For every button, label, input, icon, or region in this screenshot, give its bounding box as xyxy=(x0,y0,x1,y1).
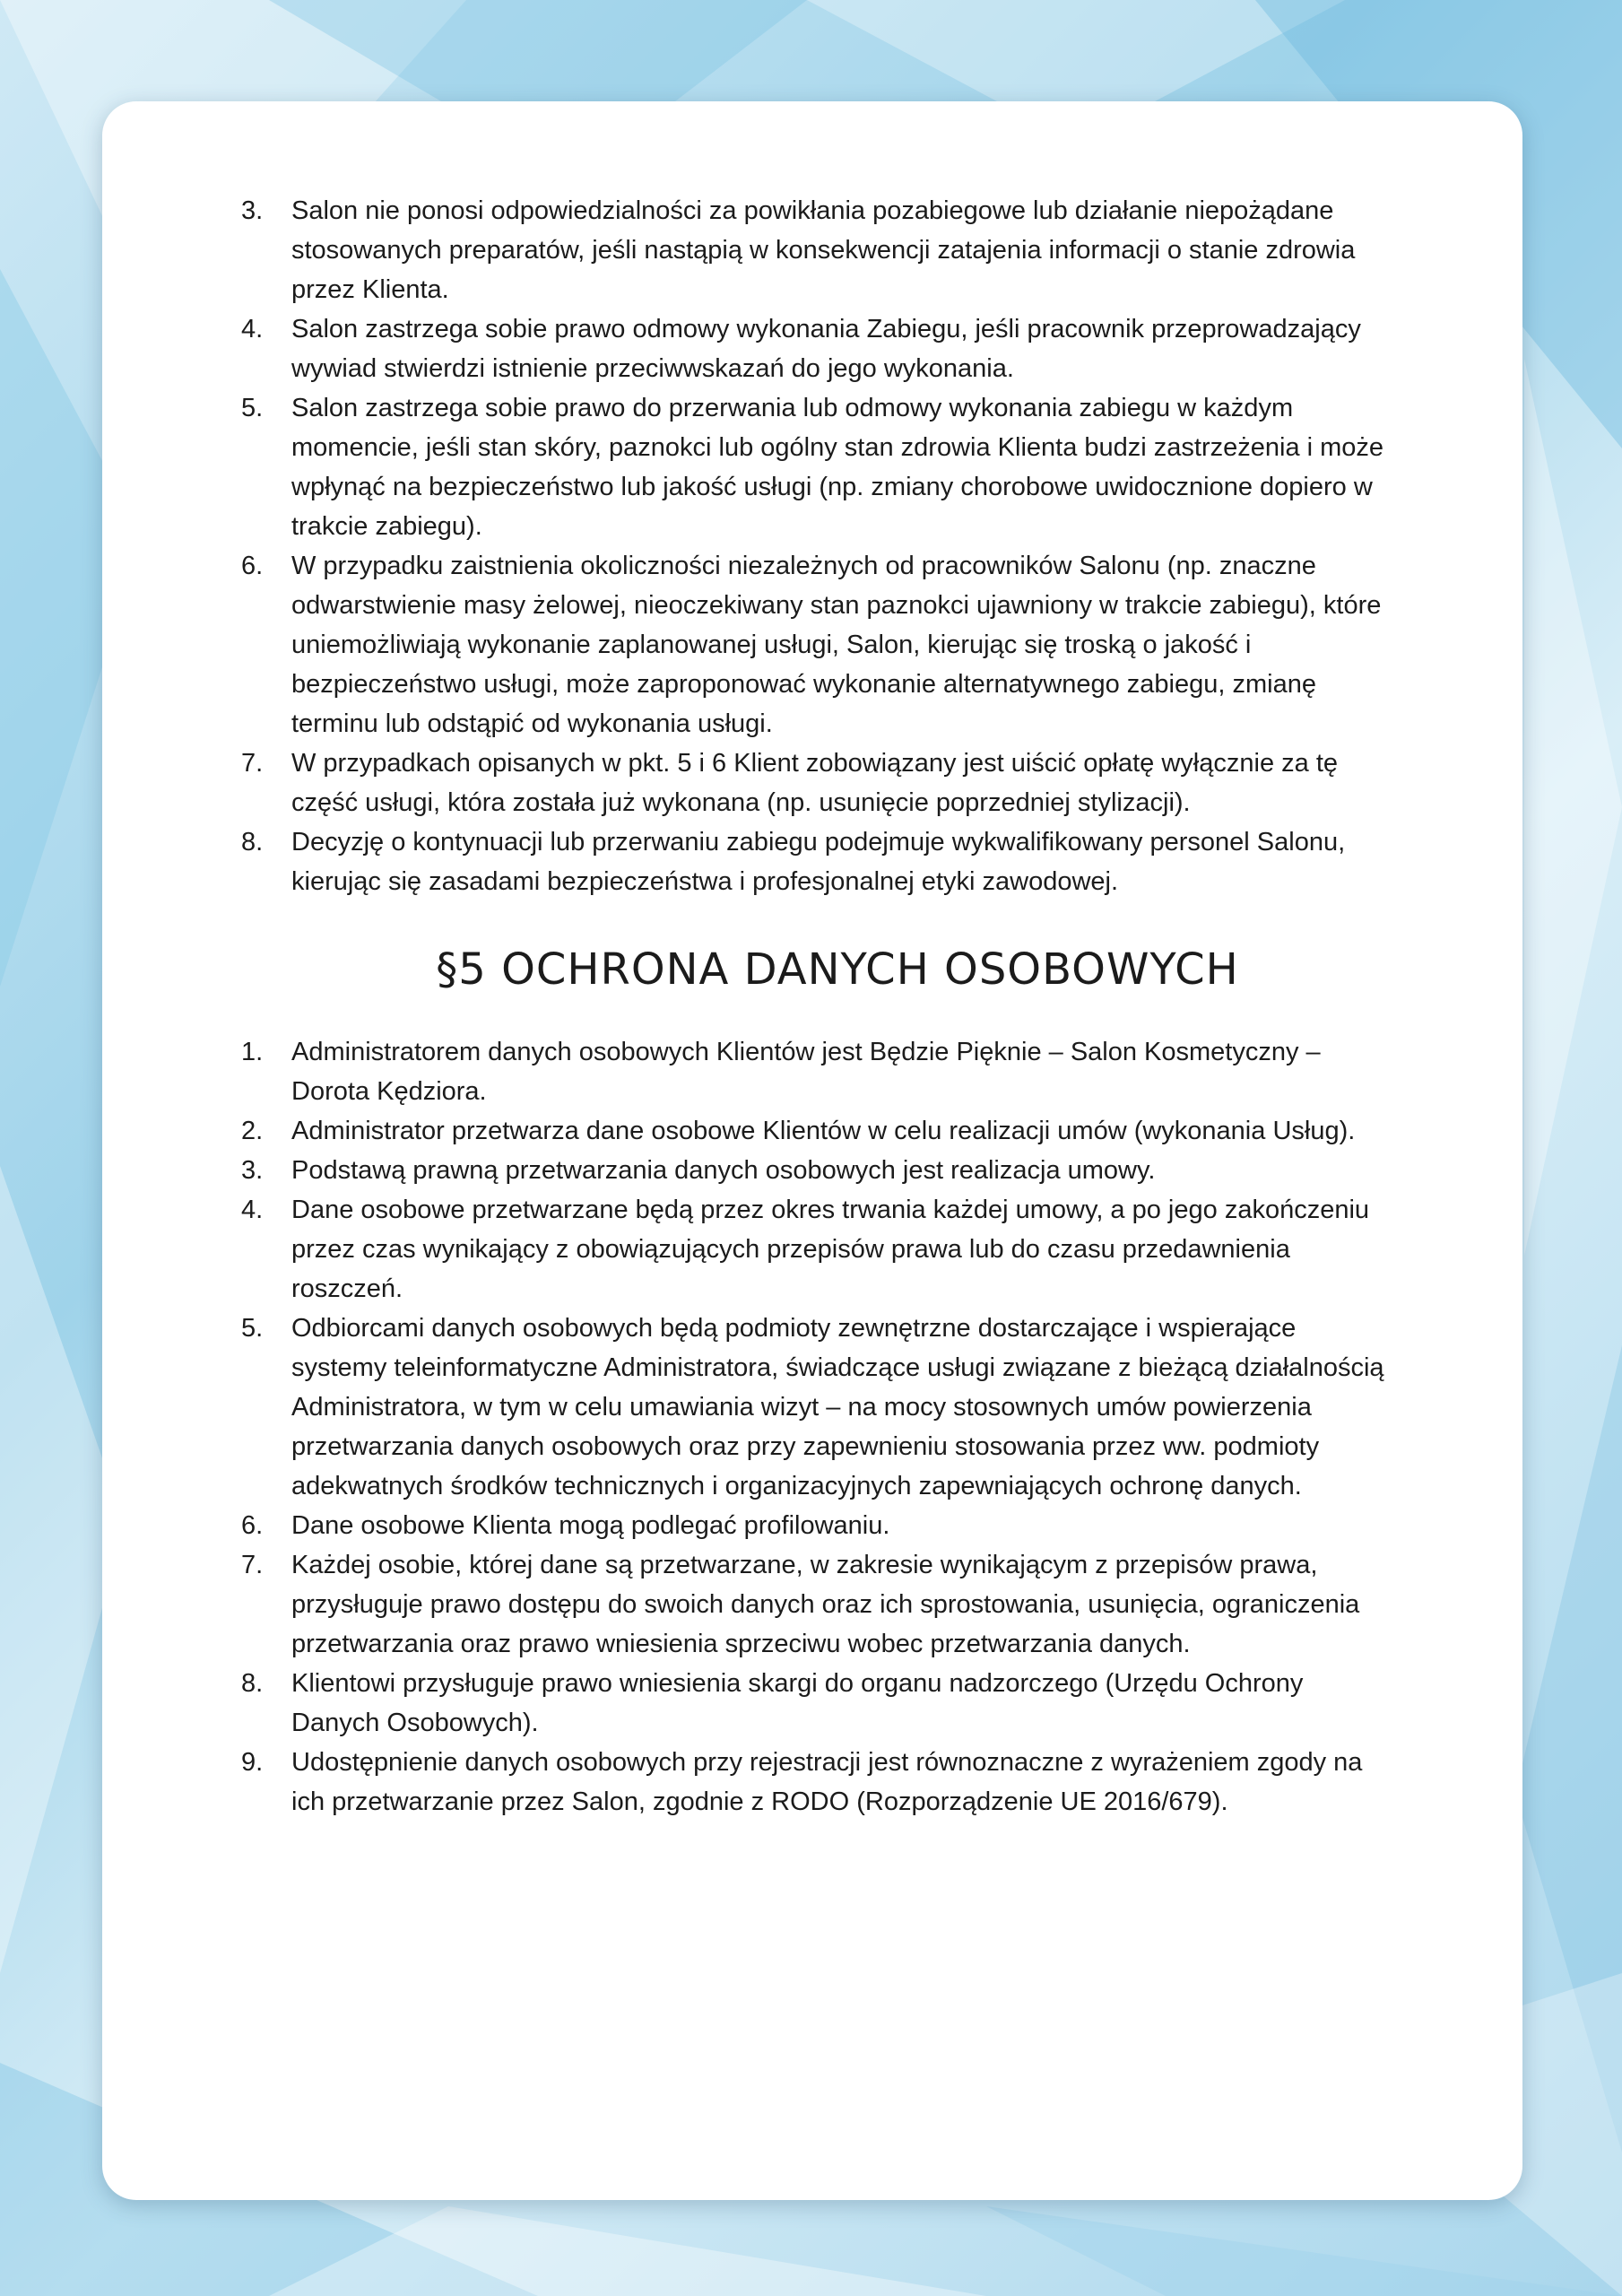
list-item xyxy=(241,388,1398,546)
list-item-number: 4. xyxy=(241,1196,264,1224)
list-item xyxy=(241,309,1398,388)
list-item-text: W przypadkach opisanych w pkt. 5 i 6 Klient zobowiązany jest uiścić opłatę wyłącznie za tę część usługi, która została już wykonana (np. usunięcie poprzedniej stylizacji). xyxy=(291,749,1339,817)
list-item xyxy=(241,546,1398,744)
list-item-text: Decyzję o kontynuacji lub przerwaniu zabiegu podejmuje wykwalifikowany personel Salonu, kierując się zasadami bezpieczeństwa i profesjonalnej etyki zawodowej. xyxy=(291,828,1346,896)
list-item-text: W przypadku zaistnienia okoliczności niezależnych od pracowników Salonu (np. znaczne odwarstwienie masy żelowej, nieoczekiwany stan paznokci ujawniony w trakcie zabiegu), które uniemożliwiają wykonanie zaplanowanej usługi, Salon, kierując się troską o jakość i bezpieczeństwo usługi, może zaproponować wykonanie alternatywnego zabiegu, zmianę terminu lub odstąpić od wykonania usługi. xyxy=(291,552,1382,738)
list-paragraph-5 xyxy=(241,1032,1398,1822)
section-title: §5 OCHRONA DANYCH OSOBOWYCH xyxy=(436,944,1239,995)
list-item-text: Salon zastrzega sobie prawo odmowy wykonania Zabiegu, jeśli pracownik przeprowadzający wywiad stwierdzi istnienie przeciwwskazań do jego wykonania. xyxy=(291,315,1361,383)
list-item xyxy=(241,1664,1398,1743)
list-item-text: Salon nie ponosi odpowiedzialności za powikłania pozabiegowe lub działanie niepożądane stosowanych preparatów, jeśli nastąpią w konsekwencji zatajenia informacji o stanie zdrowia przez Klienta. xyxy=(291,196,1356,304)
list-item xyxy=(241,1309,1398,1506)
list-paragraph-4-continued xyxy=(241,191,1398,901)
list-item-number: 5. xyxy=(241,1314,264,1343)
list-item-text: Odbiorcami danych osobowych będą podmioty zewnętrzne dostarczające i wspierające systemy teleinformatyczne Administratora, świadczące usługi związane z bieżącą działalnością Administratora, w tym w celu umawiania wizyt – na mocy stosownych umów powierzenia przetwarzania danych osobowych oraz przy zapewnieniu stosowania przez ww. podmioty adekwatnych środków technicznych i organizacyjnych zapewniających ochronę danych. xyxy=(291,1314,1384,1500)
list-item-number: 9. xyxy=(241,1748,264,1777)
list-item-number: 1. xyxy=(241,1038,264,1066)
list-item xyxy=(241,1111,1398,1151)
document-content xyxy=(241,191,1398,1822)
list-item-number: 6. xyxy=(241,1511,264,1540)
list-item-text: Administrator przetwarza dane osobowe Klientów w celu realizacji umów (wykonania Usług). xyxy=(291,1117,1356,1145)
list-item xyxy=(241,1743,1398,1822)
list-item-text: Dane osobowe przetwarzane będą przez okres trwania każdej umowy, a po jego zakończeniu przez czas wynikający z obowiązujących przepisów prawa lub do czasu przedawnienia roszczeń. xyxy=(291,1196,1370,1303)
list-item-number: 6. xyxy=(241,552,264,580)
document-card xyxy=(102,101,1522,2200)
list-item-number: 3. xyxy=(241,196,264,225)
list-item-text: Dane osobowe Klienta mogą podlegać profilowaniu. xyxy=(291,1511,890,1540)
list-item-number: 8. xyxy=(241,828,264,857)
list-item-number: 5. xyxy=(241,394,264,422)
list-item-number: 2. xyxy=(241,1117,264,1145)
list-item xyxy=(241,1032,1398,1111)
list-item-number: 4. xyxy=(241,315,264,344)
list-item-text: Klientowi przysługuje prawo wniesienia skargi do organu nadzorczego (Urzędu Ochrony Danych Osobowych). xyxy=(291,1669,1304,1737)
list-item xyxy=(241,1190,1398,1309)
list-item xyxy=(241,191,1398,309)
list-item xyxy=(241,1545,1398,1664)
list-item-text: Podstawą prawną przetwarzania danych osobowych jest realizacja umowy. xyxy=(291,1156,1156,1185)
list-item-number: 7. xyxy=(241,1551,264,1579)
list-item-text: Administratorem danych osobowych Klientów jest Będzie Pięknie – Salon Kosmetyczny – Dorota Kędziora. xyxy=(291,1038,1321,1106)
list-item xyxy=(241,822,1398,901)
list-item-text: Każdej osobie, której dane są przetwarzane, w zakresie wynikającym z przepisów prawa, przysługuje prawo dostępu do swoich danych oraz ich sprostowania, usunięcia, ograniczenia przetwarzania oraz prawo wniesienia sprzeciwu wobec przetwarzania danych. xyxy=(291,1551,1360,1658)
list-item-text: Udostępnienie danych osobowych przy rejestracji jest równoznaczne z wyrażeniem zgody na ich przetwarzanie przez Salon, zgodnie z RODO (Rozporządzenie UE 2016/679). xyxy=(291,1748,1363,1816)
list-item-number: 7. xyxy=(241,749,264,778)
list-item-number: 3. xyxy=(241,1156,264,1185)
list-item xyxy=(241,1506,1398,1545)
list-item-number: 8. xyxy=(241,1669,264,1698)
list-item xyxy=(241,744,1398,822)
list-item-text: Salon zastrzega sobie prawo do przerwania lub odmowy wykonania zabiegu w każdym momencie, jeśli stan skóry, paznokci lub ogólny stan zdrowia Klienta budzi zastrzeżenia i może wpłynąć na bezpieczeństwo lub jakość usługi (np. zmiany chorobowe uwidocznione dopiero w trakcie zabiegu). xyxy=(291,394,1384,541)
list-item xyxy=(241,1151,1398,1190)
